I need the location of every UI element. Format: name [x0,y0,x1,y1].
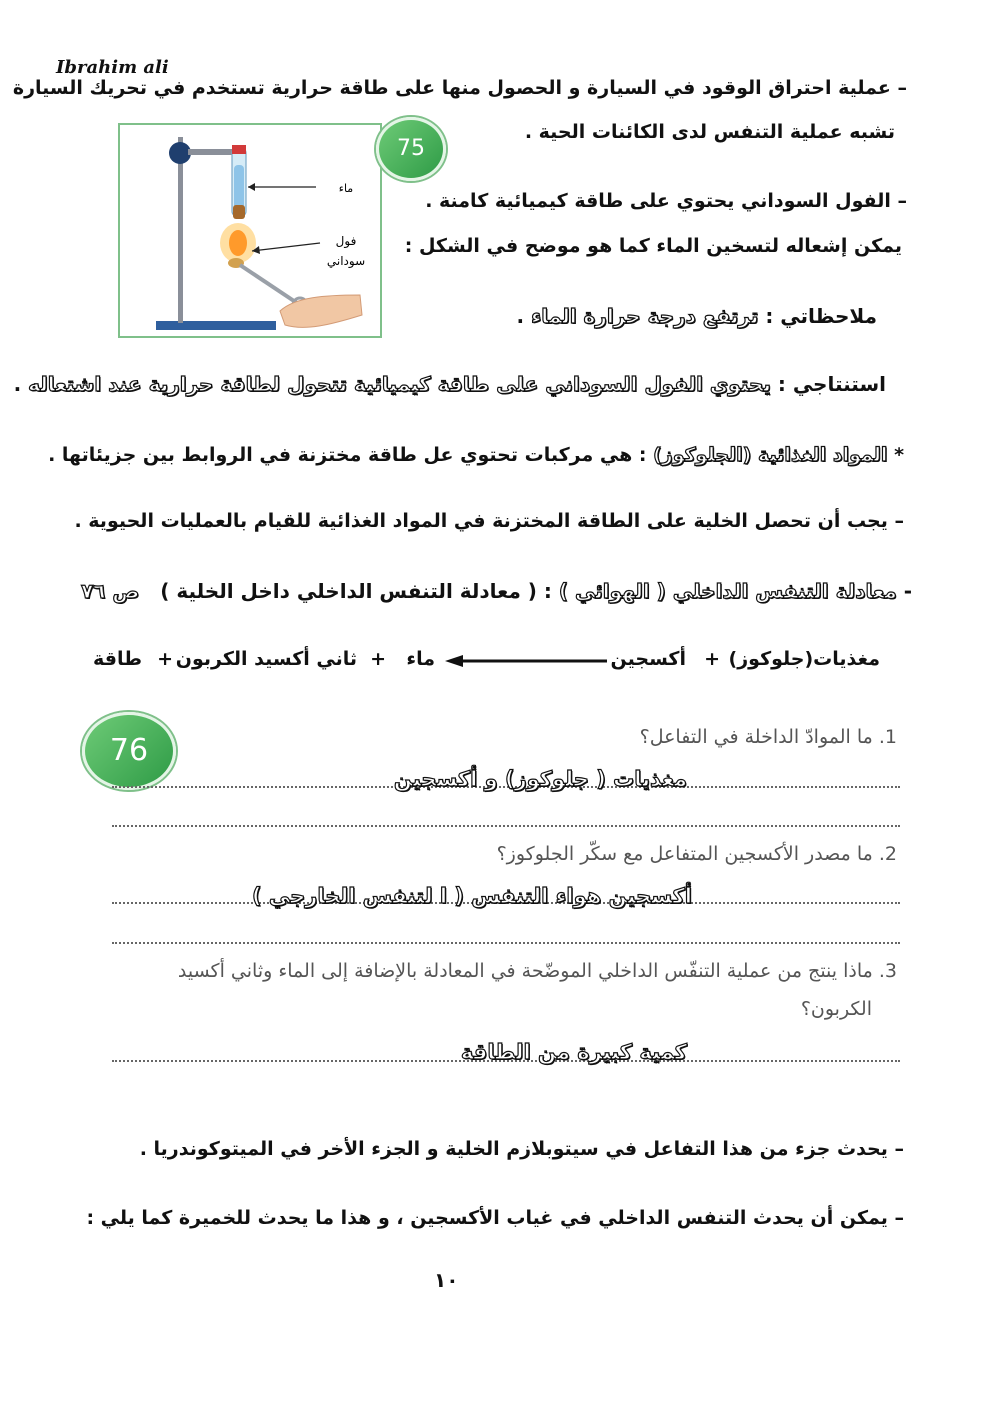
eq-reactant-glucose: مغذيات(جلوكوز) [728,648,880,670]
tube-bottom-soot [233,205,245,219]
equation-title-line [81,579,912,603]
conclusion-label: استنتاجي : [777,372,886,396]
question-1: 1. ما الموادّ الداخلة في التفاعل؟ [639,726,897,748]
page-badge-76: 76 [82,712,176,790]
stand-base [156,321,276,330]
page-number: ١٠ [434,1268,459,1292]
equation-page-ref: ص ٧٦ [80,579,140,603]
eq-plus-2: + [370,648,386,670]
experiment-figure [118,123,382,338]
page-badge-75: 75 [376,117,446,181]
respiration-equation [93,648,880,678]
arrow-water-head [248,183,255,191]
food-term: المواد الغذائية (الجلوكوز) [653,444,888,466]
answer-line-2b [112,942,900,944]
eq-product-water: ماء [406,648,435,670]
observation-answer: ترتفع درجة حرارة الماء [531,304,759,328]
answer-line-1b [112,825,900,827]
label-peanut-2: سوداني [326,254,366,268]
label-water: ماء [338,182,354,195]
clamp-knob [169,142,191,164]
answer-1: مغذيات ( جلوكوز) و أكسجين [393,767,687,791]
author-name: Ibrahim ali [56,57,169,78]
question-2: 2. ما مصدر الأكسجين المتفاعل مع سكّر الجلوكوز؟ [496,843,897,865]
question-3-line-1: 3. ماذا ينتج من عملية التنفّس الداخلي الموضّحة في المعادلة بالإضافة إلى الماء وثاني أكسيد [177,960,897,982]
text-line-respiration-similarity: تشبه عملية التنفس لدى الكائنات الحية . [524,121,895,143]
peanut-burning-illustration [120,125,380,336]
text-line-peanut-energy: – الفول السوداني يحتوي على طاقة كيميائية كامنة . [425,190,907,212]
arrow-peanut [252,243,320,251]
stand-pole [178,137,183,323]
observation-end: . [516,304,525,328]
eq-product-co2: ثاني أكسيد الكربون [175,648,357,670]
eq-plus-1: + [704,648,720,670]
equation-note: : ( معادلة التنفس الداخلي داخل الخلية ) [160,579,552,603]
anaerobic-yeast-line: – يمكن أن يحدث التنفس الداخلي في غياب الأكسجين ، و هذا ما يحدث للخميرة كما يلي : [86,1207,904,1229]
food-star: * [894,444,904,466]
equation-title: معادلة التنفس الداخلي ( الهوائي ) [558,579,897,603]
tube-stopper [232,145,246,154]
equation-dash: - [903,579,912,603]
observation-line [517,304,878,328]
eq-plus-3: + [157,648,173,670]
eq-product-energy: طاقة [93,648,142,670]
answer-2: أكسجين هواء التنفس ( ا لتنفس الخارجي ) [251,884,692,908]
question-3-line-2: الكربون؟ [800,998,872,1020]
mounted-needle [240,265,300,305]
conclusion-line [14,372,886,396]
observation-label: ملاحظاتي : [765,304,877,328]
eq-arrow-icon [445,654,610,668]
eq-reactant-oxygen: أكسجين [610,648,686,670]
food-definition-line [48,444,904,466]
text-line-combustion: – عملية احتراق الوقود في السيارة و الحصول منها على طاقة حرارية تستخدم في تحريك السيارة [12,77,907,99]
answer-3: كمية كبيرة من الطاقة [460,1040,687,1064]
text-line-peanut-ignite: يمكن إشعاله لتسخين الماء كما هو موضح في الشكل : [404,235,902,257]
cytoplasm-mitochondria-line: – يحدث جزء من هذا التفاعل في سيتوبلازم الخلية و الجزء الأخر في الميتوكوندريا . [139,1138,904,1160]
conclusion-answer: يحتوي الفول السوداني على طاقة كيميائية تتحول لطاقة حرارية عند اشتعاله [28,372,771,396]
conclusion-end: . [13,372,22,396]
cell-energy-line: – يجب أن تحصل الخلية على الطاقة المختزنة في المواد الغذائية للقيام بالعمليات الحيوية . [74,510,904,532]
flame-core [229,230,247,256]
label-peanut-1: فول [335,234,357,248]
food-definition: : هي مركبات تحتوي عل طاقة مختزنة في الروابط بين جزيئاتها . [48,444,647,466]
